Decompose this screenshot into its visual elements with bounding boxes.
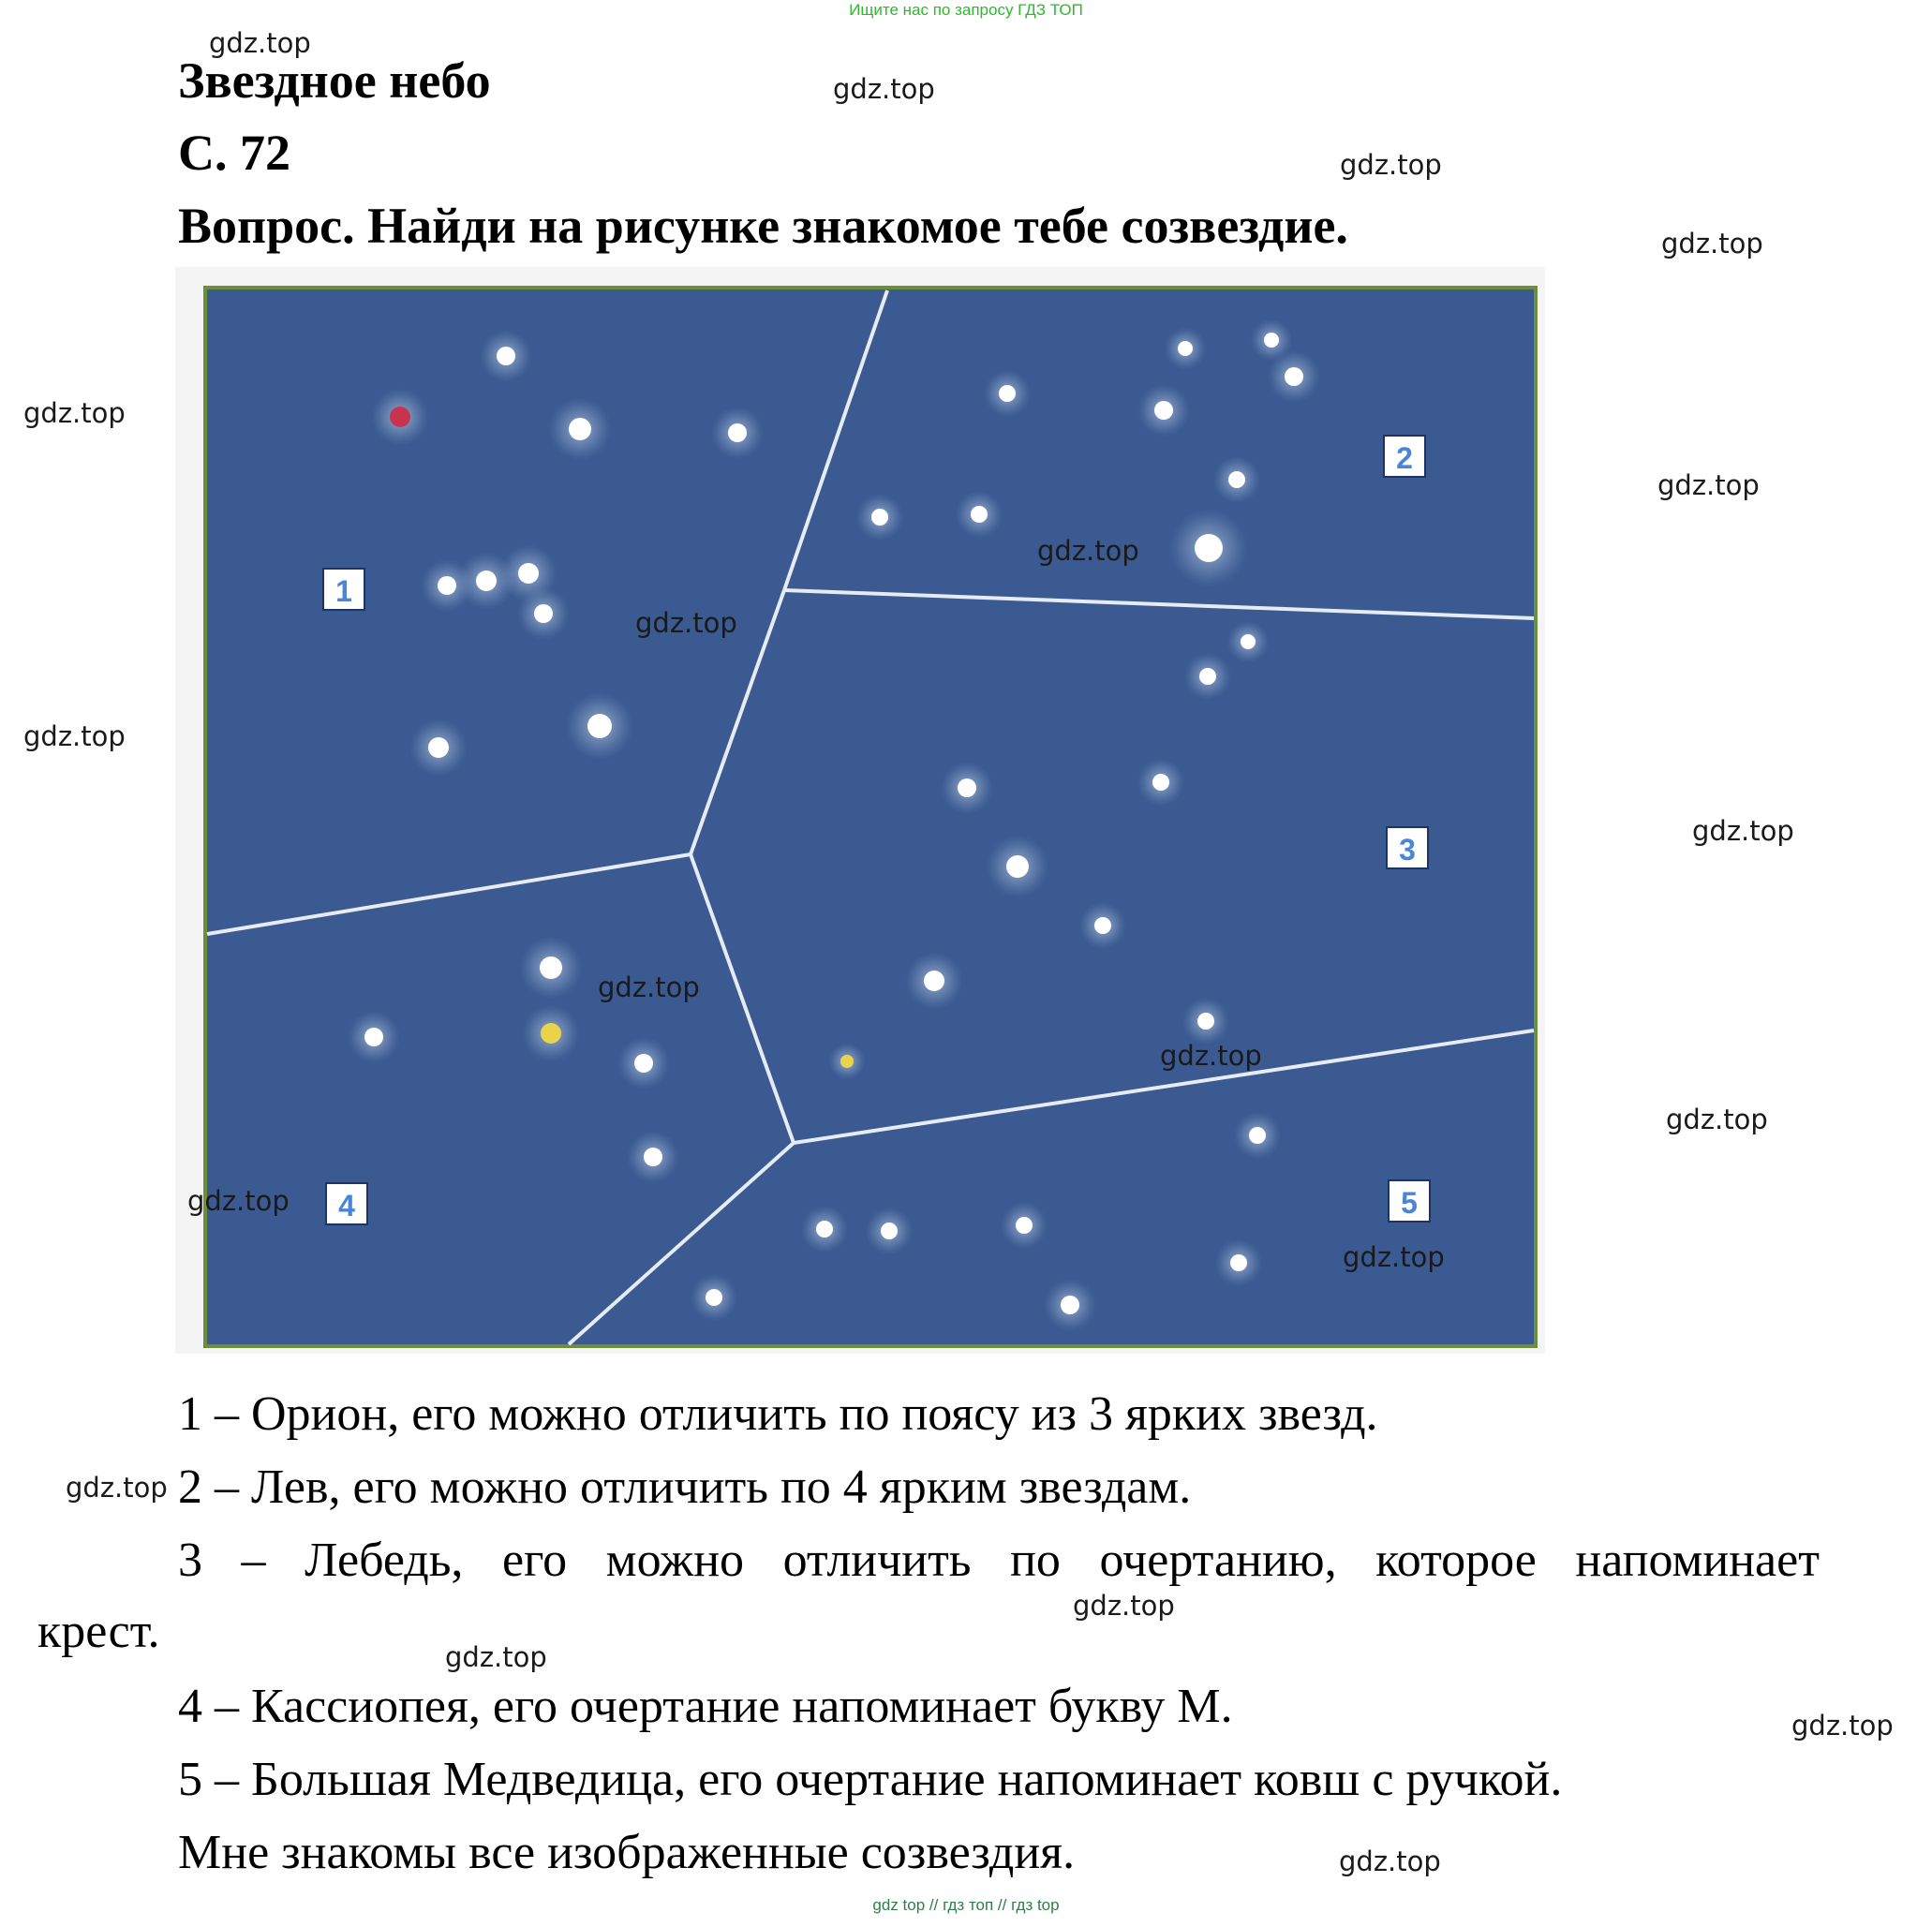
star-core xyxy=(541,1023,561,1044)
star-chart-figure xyxy=(175,267,1545,1354)
region-label-text: 1 xyxy=(335,574,352,608)
star-core xyxy=(871,509,888,526)
star-core xyxy=(1154,401,1173,420)
watermark: gdz.top xyxy=(445,1641,547,1673)
answer-line-4: 4 – Кассиопея, его очертание напоминает букву М. xyxy=(178,1680,1233,1733)
region-label-text: 5 xyxy=(1401,1186,1418,1220)
star-core xyxy=(540,956,562,979)
star xyxy=(627,1131,679,1183)
star-core xyxy=(1199,668,1216,685)
star xyxy=(1165,328,1207,370)
star-core xyxy=(518,563,539,584)
star-core xyxy=(999,385,1016,402)
bottom-banner: gdz top // гдз топ // гдз top xyxy=(872,1896,1060,1914)
star xyxy=(409,719,468,777)
watermark: gdz.top xyxy=(1339,1845,1441,1877)
star-core xyxy=(1264,333,1279,348)
yellow-star xyxy=(522,1004,580,1062)
answer-line-3-word: Лебедь, xyxy=(305,1534,464,1587)
watermark: gdz.top xyxy=(1791,1710,1894,1742)
star-core xyxy=(706,1289,722,1306)
star-core xyxy=(881,1223,898,1239)
star-core xyxy=(924,971,944,991)
star xyxy=(956,491,1003,538)
star xyxy=(566,692,634,761)
star-core xyxy=(1285,367,1303,386)
star-core xyxy=(1178,341,1193,356)
star xyxy=(480,330,532,382)
star-core xyxy=(634,1054,653,1073)
star-core xyxy=(1006,855,1029,878)
star xyxy=(1234,1112,1281,1159)
answer-line-3-continued: крест. xyxy=(37,1605,160,1658)
region-label-text: 2 xyxy=(1396,441,1413,475)
conclusion-line: Мне знакомы все изображенные созвездия. xyxy=(178,1826,1076,1879)
answer-line-3-word: очертанию, xyxy=(1099,1534,1337,1587)
star-core xyxy=(971,506,988,523)
star xyxy=(941,762,993,814)
star-core xyxy=(1249,1127,1266,1144)
question-text: Вопрос. Найди на рисунке знакомое тебе созвездие. xyxy=(178,198,1348,254)
star-core xyxy=(1228,471,1245,488)
watermark: gdz.top xyxy=(1692,815,1794,847)
answer-line-3-word: напоминает xyxy=(1575,1534,1820,1587)
night-sky-background xyxy=(205,288,1536,1346)
star-core xyxy=(644,1148,662,1166)
star xyxy=(711,407,764,459)
star-core xyxy=(428,737,449,758)
star-core xyxy=(1094,917,1111,934)
star-chart xyxy=(175,267,1545,1354)
star-core xyxy=(1230,1254,1247,1271)
star xyxy=(691,1274,737,1321)
star xyxy=(801,1206,848,1253)
watermark: gdz.top xyxy=(209,27,311,59)
top-banner: Ищите нас по запросу ГДЗ ТОП xyxy=(849,1,1083,19)
star-core xyxy=(728,423,747,442)
star-core xyxy=(1061,1296,1079,1314)
star xyxy=(617,1037,670,1089)
star xyxy=(1001,1202,1048,1249)
answer-line-3-word: отличить xyxy=(782,1534,972,1587)
watermark: gdz.top xyxy=(1073,1590,1175,1622)
star-core xyxy=(816,1221,833,1238)
star xyxy=(1182,998,1229,1045)
answer-line-3-word: 3 xyxy=(178,1534,202,1587)
watermark: gdz.top xyxy=(23,720,126,752)
yellow-star xyxy=(828,1043,865,1079)
watermark: gdz.top xyxy=(598,971,700,1003)
star xyxy=(905,952,963,1010)
region-label-4 xyxy=(326,1183,367,1224)
star xyxy=(856,494,903,541)
star-core xyxy=(569,418,591,440)
star xyxy=(984,370,1031,417)
watermark: gdz.top xyxy=(1661,228,1763,259)
star xyxy=(1137,384,1190,437)
watermark: gdz.top xyxy=(1037,535,1139,567)
star-core xyxy=(1197,1013,1214,1030)
region-label-2 xyxy=(1384,436,1425,477)
watermark: gdz.top xyxy=(1666,1104,1768,1135)
watermark: gdz.top xyxy=(1657,469,1760,501)
watermark: gdz.top xyxy=(66,1472,168,1504)
answer-line-3-word: его xyxy=(501,1534,568,1587)
answer-line-5: 5 – Большая Медведица, его очертание напоминает ковш с ручкой. xyxy=(178,1753,1563,1806)
star xyxy=(1215,1239,1262,1286)
star xyxy=(1268,350,1320,403)
star-core xyxy=(476,571,497,591)
answer-line-2: 2 – Лев, его можно отличить по 4 ярким звездам. xyxy=(178,1460,1192,1514)
star-core xyxy=(534,604,553,623)
watermark: gdz.top xyxy=(1340,149,1442,181)
star xyxy=(1184,653,1231,700)
watermark: gdz.top xyxy=(1160,1040,1262,1072)
star xyxy=(866,1208,913,1254)
region-label-text: 4 xyxy=(338,1189,355,1223)
watermark: gdz.top xyxy=(833,73,935,105)
star-core xyxy=(1195,534,1223,562)
star xyxy=(548,397,611,460)
star xyxy=(1137,759,1184,806)
star-core xyxy=(840,1055,854,1068)
star-core xyxy=(390,407,410,427)
watermark: gdz.top xyxy=(635,607,737,639)
star xyxy=(1227,621,1270,663)
watermark: gdz.top xyxy=(1343,1241,1445,1273)
star xyxy=(519,936,582,999)
region-label-text: 3 xyxy=(1399,833,1416,867)
red-star xyxy=(371,388,429,446)
page-reference: С. 72 xyxy=(178,125,290,181)
answer-line-3-word: – xyxy=(241,1534,266,1587)
answer-line-1: 1 – Орион, его можно отличить по поясу из 3 ярких звезд. xyxy=(178,1387,1378,1441)
page-title: Звездное небо xyxy=(178,52,491,109)
star xyxy=(1079,902,1126,949)
star-core xyxy=(438,576,456,595)
star-core xyxy=(497,347,515,365)
answer-line-3-word: по xyxy=(1010,1534,1061,1587)
watermark: gdz.top xyxy=(23,397,126,429)
star-core xyxy=(1016,1217,1033,1234)
answer-line-3-word: можно xyxy=(605,1534,745,1587)
star xyxy=(986,835,1048,897)
star xyxy=(517,587,570,640)
region-label-1 xyxy=(323,569,364,610)
star-core xyxy=(1241,634,1256,649)
star xyxy=(1044,1279,1096,1331)
star xyxy=(1213,456,1260,503)
region-label-3 xyxy=(1387,827,1428,868)
star xyxy=(1169,509,1248,587)
answer-line-3 xyxy=(178,1533,1820,1589)
star-core xyxy=(1152,774,1169,791)
region-label-5 xyxy=(1389,1180,1430,1222)
answer-line-3-word: которое xyxy=(1375,1534,1537,1587)
star-core xyxy=(364,1028,383,1046)
star-core xyxy=(958,778,976,797)
star xyxy=(348,1011,400,1063)
star-core xyxy=(587,714,612,738)
watermark: gdz.top xyxy=(187,1185,290,1217)
